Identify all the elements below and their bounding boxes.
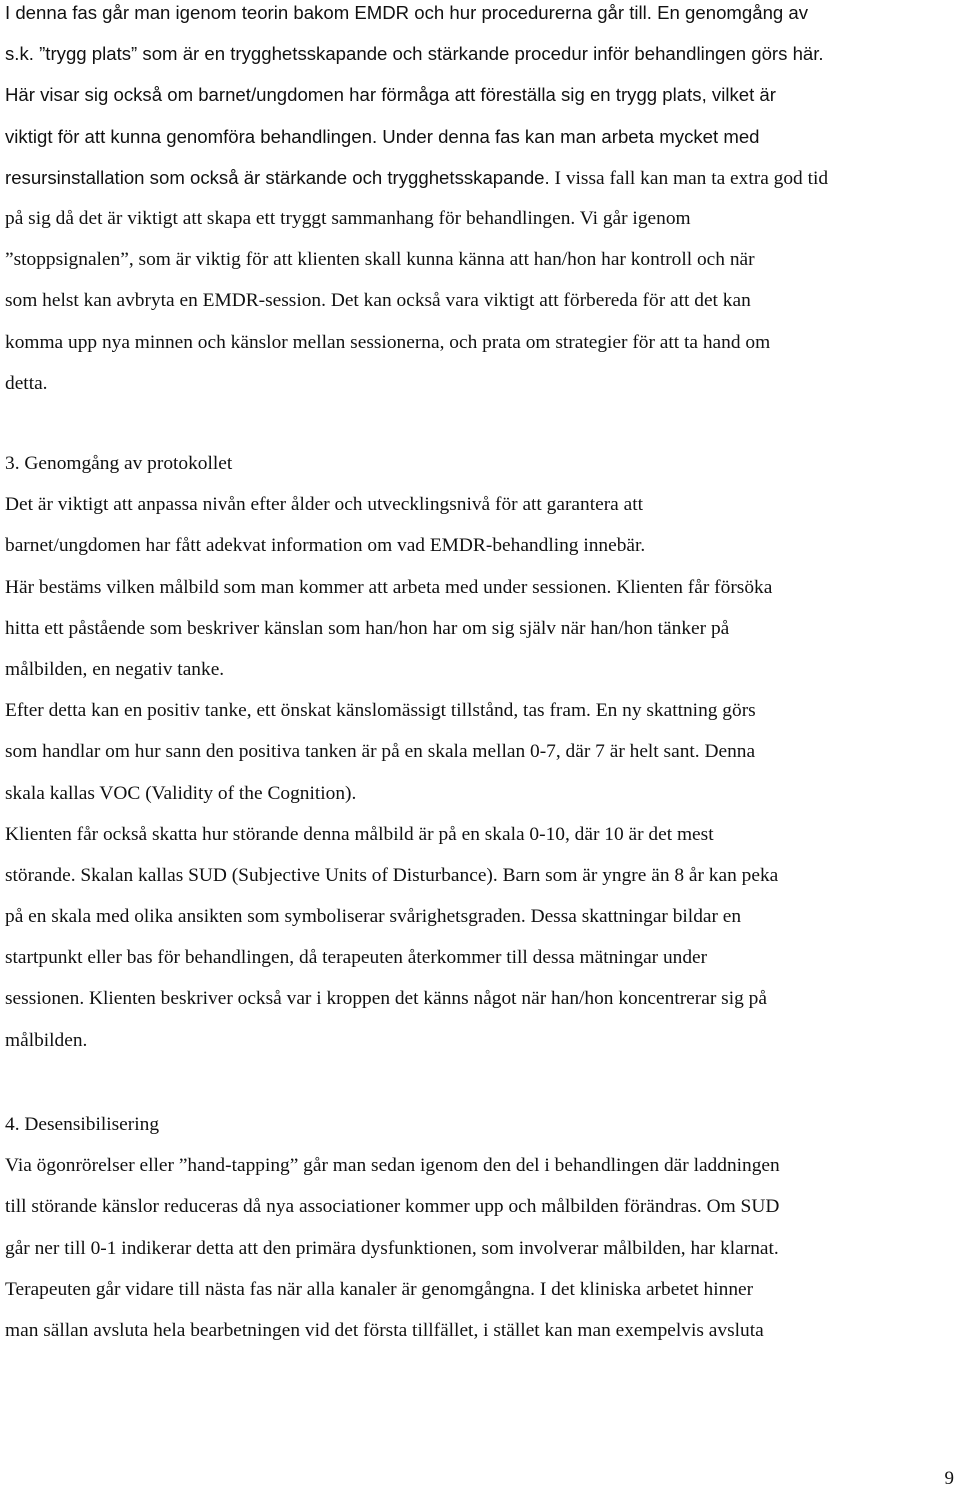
text-run: resursinstallation som också är stärkande och trygghetsskapande. — [5, 166, 550, 188]
text-run: Här visar sig också om barnet/ungdomen har förmåga att föreställa sig en trygg plats, vilket är — [5, 84, 776, 106]
text-line — [5, 363, 951, 404]
text-line: som handlar om hur sann den positiva tanken är på en skala mellan 0-7, där 7 är helt sant. Denna — [5, 741, 756, 763]
text-line: Här bestäms vilken målbild som man kommer att arbeta med under sessionen. Klienten får försöka — [5, 576, 773, 598]
section-4-heading: 4. Desensibilisering — [5, 1114, 160, 1135]
text-line: barnet/ungdomen har fått adekvat information om vad EMDR-behandling innebär. — [5, 535, 646, 557]
text-line: Terapeuten går vidare till nästa fas när alla kanaler är genomgångna. I det kliniska arbetet hinner — [5, 1278, 754, 1300]
section-3 — [5, 443, 951, 1061]
text-line: går ner till 0-1 indikerar detta att den primära dysfunktionen, som involverar målbilden, har klarnat. — [5, 1237, 779, 1259]
text-line: sessionen. Klienten beskriver också var i kroppen det känns något när han/hon koncentrerar sig på — [5, 988, 767, 1010]
text-line — [5, 157, 951, 198]
text-line — [5, 198, 951, 239]
text-line: till störande känslor reduceras då nya associationer kommer upp och målbilden förändras. Om SUD — [5, 1196, 780, 1218]
text-run: ”stoppsignalen”, som är viktig för att klienten skall kunna känna att han/hon har kontroll och när — [5, 249, 755, 271]
text-line: man sällan avsluta hela bearbetningen vid det första tillfället, i stället kan man exempelvis avsluta — [5, 1319, 764, 1341]
text-line — [5, 280, 951, 321]
text-line: startpunkt eller bas för behandlingen, då terapeuten återkommer till dessa mätningar under — [5, 947, 708, 969]
text-line: skala kallas VOC (Validity of the Cognition). — [5, 782, 357, 804]
text-run: I denna fas går man igenom teorin bakom EMDR och hur procedurerna går till. En genomgång av — [5, 2, 809, 23]
text-line: störande. Skalan kallas SUD (Subjective Units of Disturbance). Barn som är yngre än 8 år kan peka — [5, 864, 779, 886]
text-line — [5, 116, 951, 157]
text-line — [5, 239, 951, 280]
page-number: 9 — [944, 1468, 954, 1489]
section-3-body — [5, 484, 951, 1061]
intro-paragraph — [5, 0, 951, 404]
text-line — [5, 33, 951, 74]
text-line — [5, 74, 951, 115]
text-line — [5, 322, 951, 363]
text-line: målbilden. — [5, 1029, 88, 1051]
text-run: som helst kan avbryta en EMDR-session. Det kan också vara viktigt att förbereda för att det kan — [5, 290, 751, 312]
section-4-body — [5, 1145, 951, 1351]
text-line: på en skala med olika ansikten som symboliserar svårighetsgraden. Dessa skattningar bildar en — [5, 906, 742, 928]
text-line: hitta ett påstående som beskriver känslan som han/hon har om sig själv när han/hon tänker på — [5, 617, 730, 639]
text-run: komma upp nya minnen och känslor mellan sessionerna, och prata om strategier för att ta hand om — [5, 331, 771, 353]
text-run: I vissa fall kan man ta extra god tid — [549, 167, 829, 189]
text-line: målbilden, en negativ tanke. — [5, 658, 225, 680]
text-run: på sig då det är viktigt att skapa ett tryggt sammanhang för behandlingen. Vi går igenom — [5, 207, 691, 229]
text-run: s.k. ”trygg plats” som är en trygghetsskapande och stärkande procedur inför behandlingen görs här. — [5, 43, 824, 65]
text-run: viktigt för att kunna genomföra behandlingen. Under denna fas kan man arbeta mycket med — [5, 125, 760, 147]
section-3-heading: 3. Genomgång av protokollet — [5, 453, 233, 474]
text-line: Klienten får också skatta hur störande denna målbild är på en skala 0-10, där 10 är det mest — [5, 823, 714, 845]
text-line: Det är viktigt att anpassa nivån efter ålder och utvecklingsnivå för att garantera att — [5, 494, 644, 516]
text-line: Efter detta kan en positiv tanke, ett önskat känslomässigt tillstånd, tas fram. En ny skattning görs — [5, 700, 756, 722]
text-line: Via ögonrörelser eller ”hand-tapping” går man sedan igenom den del i behandlingen där laddningen — [5, 1155, 780, 1177]
text-run: detta. — [5, 372, 48, 394]
section-4 — [5, 1104, 951, 1351]
text-line — [5, 0, 951, 33]
